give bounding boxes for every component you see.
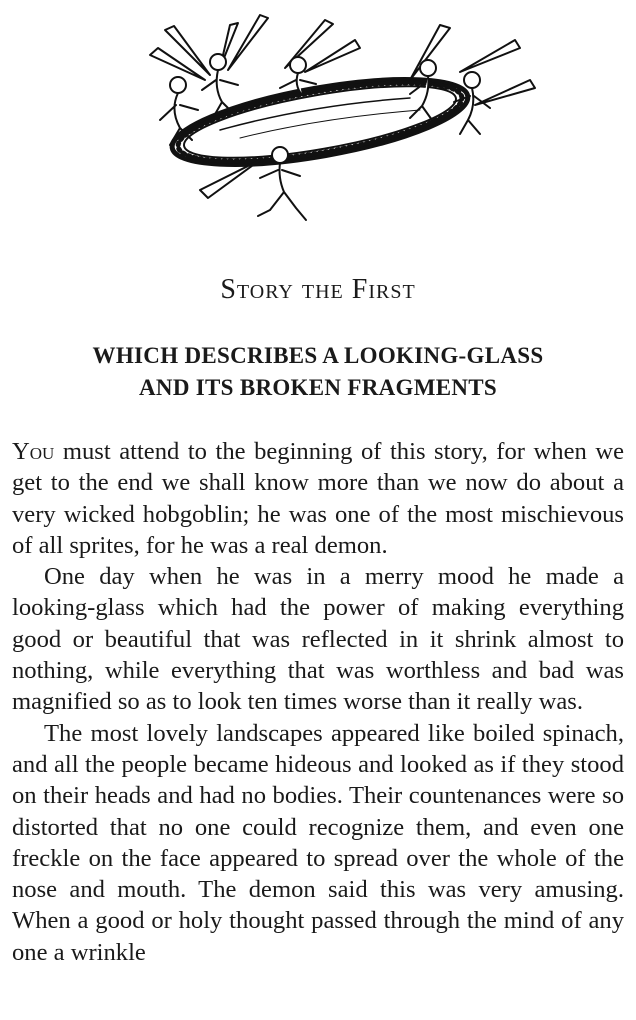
paragraph-3 — [12, 718, 624, 968]
chapter-title-line-2: AND ITS BROKEN FRAGMENTS — [139, 375, 497, 400]
paragraph-text: One day when he was in a merry mood he made a looking-glass which had the power of making everything good or beautiful that was reflected in it shrink almost to nothing, while everything that was worthless and bad was magnified so as to look ten times worse than it really was. — [12, 563, 624, 716]
story-title: Story the First — [220, 274, 416, 305]
paragraph-1 — [12, 436, 624, 561]
paragraph-text: must attend to the beginning of this story, for when we get to the end we shall know more than we now do about a very wicked hobgoblin; he was one of the most mischievous of all sprites, for he was a real demon. — [12, 438, 624, 559]
paragraph-lead-word: You — [12, 438, 55, 465]
chapter-title-line-1: WHICH DESCRIBES A LOOKING-GLASS — [92, 343, 544, 368]
chapter-title — [40, 340, 596, 404]
story-body — [12, 436, 624, 968]
paragraph-text: The most lovely landscapes appeared like boiled spinach, and all the people became hideous and looked as if they stood on their heads and had no bodies. Their countenances were so distorted that no one could recognize them, and even one freckle on the face appeared to spread over the whole of the nose and mouth. The demon said this was very amusing. When a good or holy thought passed through the mind of any one a wrinkle — [12, 719, 624, 966]
paragraph-2 — [12, 561, 624, 717]
mirror-sprites-illustration — [110, 10, 540, 225]
